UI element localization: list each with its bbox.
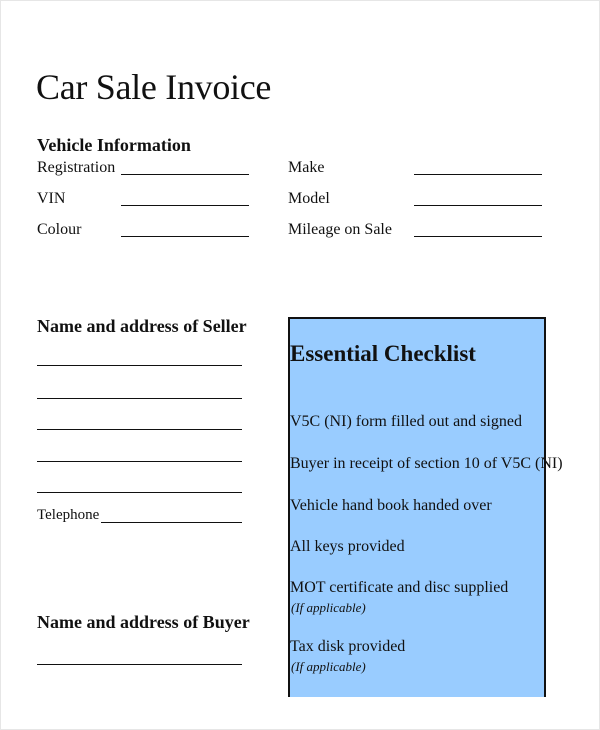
vehicle-information-heading: Vehicle Information (37, 135, 191, 155)
make-label: Make (288, 159, 325, 176)
model-label: Model (288, 190, 330, 207)
vin-label: VIN (37, 190, 66, 207)
checklist-item: MOT certificate and disc supplied (290, 579, 509, 596)
model-field[interactable] (414, 205, 542, 206)
telephone-field[interactable] (101, 522, 242, 523)
checklist-item-note: (If applicable) (291, 659, 366, 674)
colour-field[interactable] (121, 236, 249, 237)
mileage-field[interactable] (414, 236, 542, 237)
seller-address-line[interactable] (37, 365, 242, 366)
checklist-title: Essential Checklist (290, 341, 476, 366)
checklist-item-note: (If applicable) (291, 600, 366, 615)
page-title: Car Sale Invoice (36, 67, 272, 107)
seller-address-line[interactable] (37, 492, 242, 493)
seller-heading: Name and address of Seller (37, 316, 247, 336)
seller-address-line[interactable] (37, 429, 242, 430)
checklist-item: Vehicle hand book handed over (290, 497, 492, 514)
seller-address-line[interactable] (37, 398, 242, 399)
seller-address-line[interactable] (37, 461, 242, 462)
checklist-item: Tax disk provided (290, 638, 406, 655)
checklist-item: All keys provided (290, 538, 405, 555)
checklist-item: Buyer in receipt of section 10 of V5C (NI) (290, 455, 563, 472)
colour-label: Colour (37, 221, 82, 238)
telephone-label: Telephone (37, 507, 100, 523)
buyer-heading: Name and address of Buyer (37, 612, 250, 632)
registration-field[interactable] (121, 174, 249, 175)
registration-label: Registration (37, 159, 116, 176)
checklist-item: V5C (NI) form filled out and signed (290, 413, 522, 430)
essential-checklist-box (288, 317, 563, 697)
make-field[interactable] (414, 174, 542, 175)
vin-field[interactable] (121, 205, 249, 206)
mileage-label: Mileage on Sale (288, 221, 392, 238)
buyer-address-line[interactable] (37, 664, 242, 665)
